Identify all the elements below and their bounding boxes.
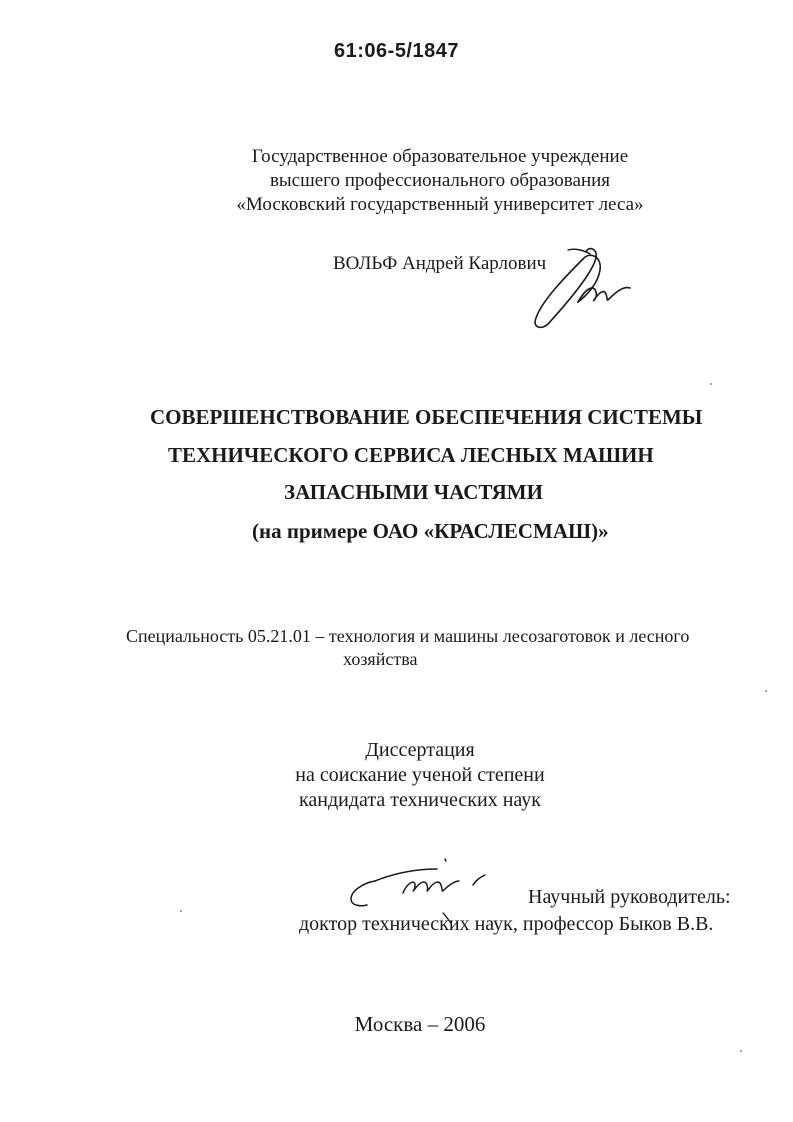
supervisor-role: Научный руководитель: (528, 886, 731, 908)
institution-line-3: «Московский государственный университет леса» (236, 194, 644, 215)
title-line-1: СОВЕРШЕНСТВОВАНИЕ ОБЕСПЕЧЕНИЯ СИСТЕМЫ (150, 405, 703, 429)
scan-speck (180, 910, 182, 912)
title-line-4: (на примере ОАО «КРАСЛЕСМАШ)» (252, 519, 609, 543)
institution-line-2: высшего профессионального образования (269, 170, 611, 191)
scan-speck (710, 383, 712, 385)
specialty-line-1: Специальность 05.21.01 – технология и машины лесозаготовок и лесного (126, 626, 690, 646)
title-line-2: ТЕХНИЧЕСКОГО СЕРВИСА ЛЕСНЫХ МАШИН (168, 443, 654, 467)
degree-line-3: кандидата технических наук (298, 789, 542, 811)
author-name: ВОЛЬФ Андрей Карлович (333, 253, 547, 274)
specialty-line-2: хозяйства (343, 649, 418, 669)
institution-block (150, 145, 730, 217)
scan-speck (740, 1050, 742, 1052)
degree-block (200, 738, 640, 813)
title-line-3: ЗАПАСНЫМИ ЧАСТЯМИ (284, 480, 543, 504)
scan-speck (765, 690, 767, 692)
degree-line-1: Диссертация (365, 739, 475, 761)
institution-line-1: Государственное образовательное учреждение (251, 146, 629, 167)
place-and-year: Москва – 2006 (354, 1012, 486, 1036)
author-signature (528, 244, 638, 336)
document-code: 61:06-5/1847 (334, 40, 459, 62)
supervisor-name: доктор технических наук, профессор Быков В.В. (299, 913, 714, 935)
degree-line-2: на соискание ученой степени (295, 764, 545, 786)
